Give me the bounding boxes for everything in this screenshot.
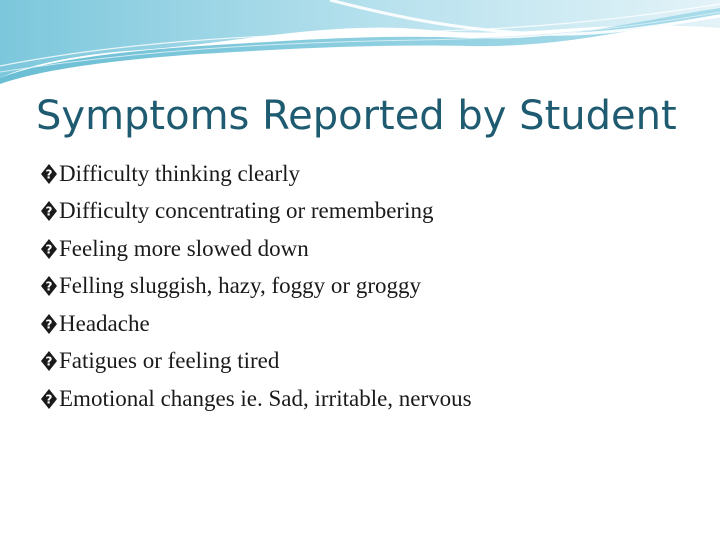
symptom-list (40, 155, 700, 418)
svg-text:?: ? (45, 242, 53, 257)
replacement-character-icon (40, 275, 58, 297)
list-item (40, 230, 700, 268)
list-item-text: Emotional changes ie. Sad, irritable, nervous (59, 385, 472, 411)
list-item (40, 268, 700, 306)
replacement-character-icon (40, 388, 58, 410)
svg-text:?: ? (45, 204, 53, 219)
svg-text:?: ? (45, 317, 53, 332)
list-item (40, 343, 700, 381)
list-item (40, 305, 700, 343)
svg-text:?: ? (45, 167, 53, 182)
list-item (40, 155, 700, 193)
svg-text:?: ? (45, 279, 53, 294)
slide-title: Symptoms Reported by Student (36, 93, 677, 139)
header-wave-decoration (0, 0, 720, 90)
replacement-character-icon (40, 238, 58, 260)
list-item-text: Fatigues or feeling tired (59, 348, 280, 374)
list-item (40, 193, 700, 231)
replacement-character-icon (40, 163, 58, 185)
list-item-text: Headache (59, 310, 150, 336)
svg-text:?: ? (45, 392, 53, 407)
list-item (40, 380, 700, 418)
list-item-text: Difficulty concentrating or remembering (59, 198, 434, 224)
replacement-character-icon (40, 350, 58, 372)
replacement-character-icon (40, 313, 58, 335)
list-item-text: Difficulty thinking clearly (59, 160, 301, 186)
list-item-text: Felling sluggish, hazy, foggy or groggy (59, 273, 422, 299)
svg-text:?: ? (45, 354, 53, 369)
replacement-character-icon (40, 200, 58, 222)
list-item-text: Feeling more slowed down (59, 235, 309, 261)
